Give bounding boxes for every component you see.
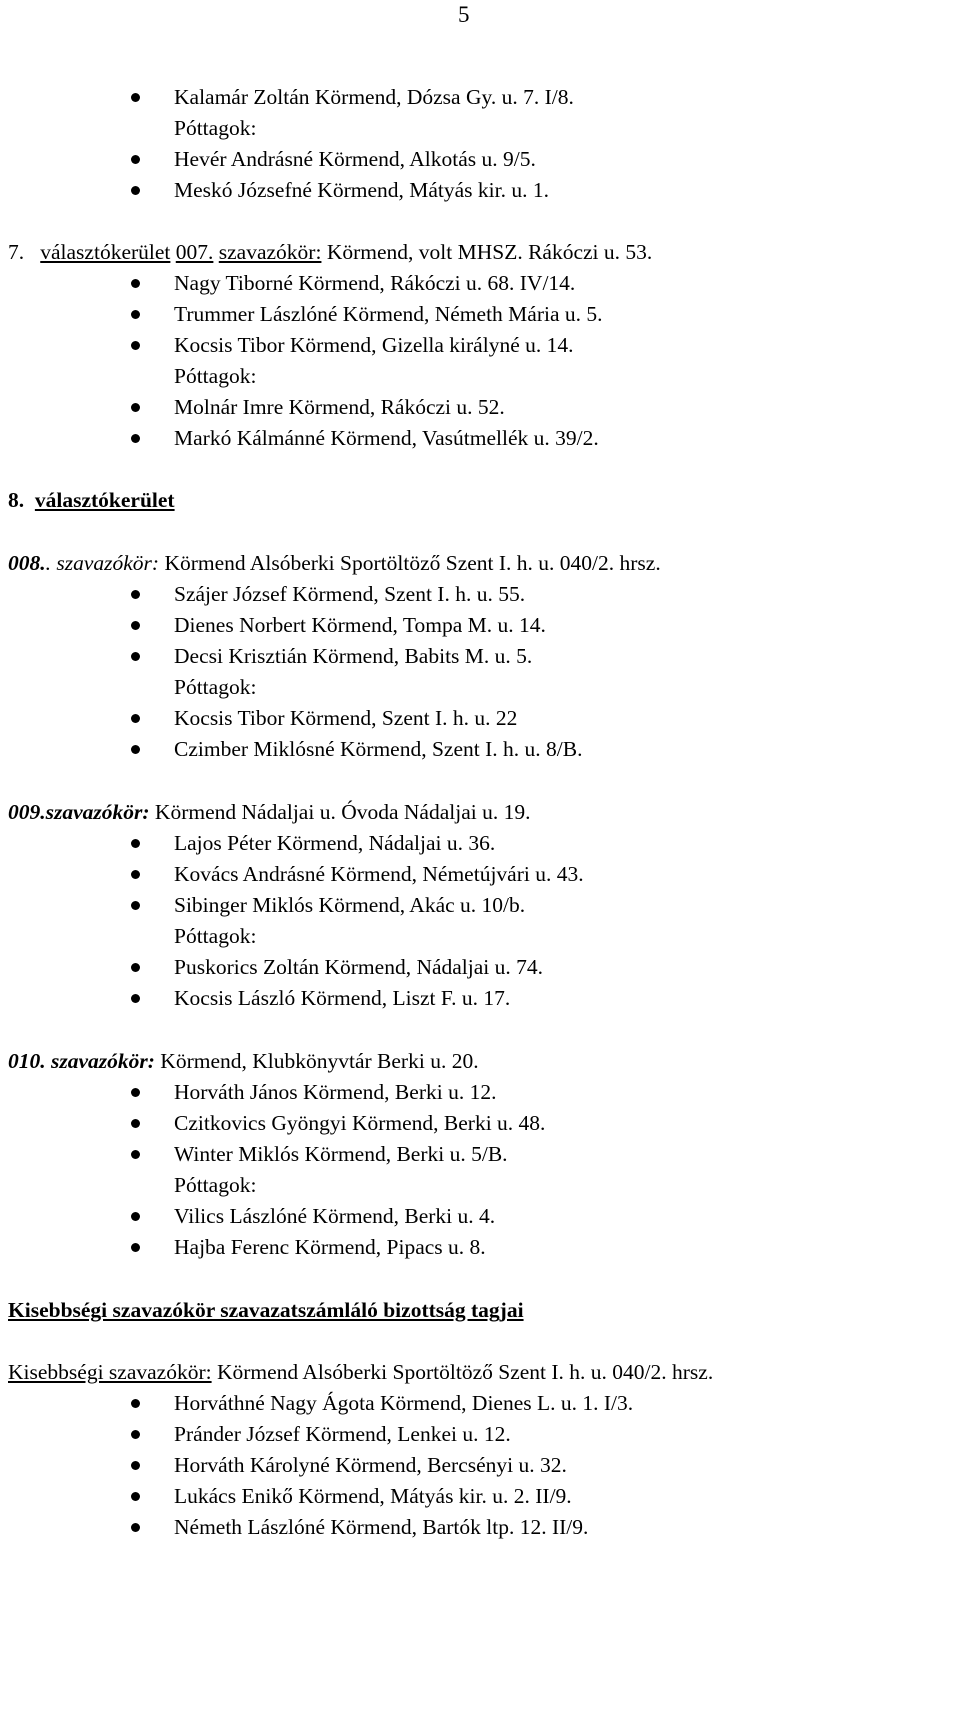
station-010-heading [8,1048,479,1074]
member-entry: Kovács Andrásné Körmend, Németújvári u. 43. [174,862,584,886]
alternate-entry: Czimber Miklósné Körmend, Szent I. h. u. 8/B. [174,737,583,761]
alternates-label: Póttagok: [174,675,257,699]
district-number: 7. [8,240,25,264]
station-008-heading [8,550,661,576]
station-009-heading [8,799,530,825]
member-entry: Pránder József Körmend, Lenkei u. 12. [174,1422,511,1446]
alternate-entry: Meskó Józsefné Körmend, Mátyás kir. u. 1. [174,178,549,202]
station-code: 008. [8,551,46,575]
district-label: választókerület [40,240,171,264]
alternates-label: Póttagok: [174,1173,257,1197]
member-entry: Trummer Lászlóné Körmend, Németh Mária u. 5. [174,302,603,326]
station-label: szavazókör: [51,1049,155,1073]
alternates-label: Póttagok: [174,924,257,948]
member-entry: Lajos Péter Körmend, Nádaljai u. 36. [174,831,496,855]
station-location: Körmend, volt MHSZ. Rákóczi u. 53. [326,240,653,264]
member-entry: Horváth János Körmend, Berki u. 12. [174,1080,497,1104]
alternate-entry: Molnár Imre Körmend, Rákóczi u. 52. [174,395,505,419]
alternate-entry: Hajba Ferenc Körmend, Pipacs u. 8. [174,1235,486,1259]
station-code: 010. [8,1049,46,1073]
member-entry: Sibinger Miklós Körmend, Akác u. 10/b. [174,893,526,917]
district-8-heading [8,487,175,513]
district-7-heading [8,239,652,265]
station-label: szavazókör: [218,240,322,264]
station-label: szavazókör: [45,800,150,824]
minority-station-heading [8,1359,713,1385]
alternates-label: Póttagok: [174,116,257,140]
alternates-label: Póttagok: [174,364,257,388]
member-entry: Horváth Károlyné Körmend, Bercsényi u. 32. [174,1453,567,1477]
member-entry: Nagy Tiborné Körmend, Rákóczi u. 68. IV/14. [174,271,576,295]
member-entry: Lukács Enikő Körmend, Mátyás kir. u. 2. II/9. [174,1484,572,1508]
station-code: 009. [8,800,46,824]
alternate-entry: Kocsis László Körmend, Liszt F. u. 17. [174,986,511,1010]
member-entry: Czitkovics Gyöngyi Körmend, Berki u. 48. [174,1111,546,1135]
district-label: választókerület [34,488,175,512]
member-entry: Horváthné Nagy Ágota Körmend, Dienes L. u. 1. I/3. [174,1391,634,1415]
member-entry: Kalamár Zoltán Körmend, Dózsa Gy. u. 7. I/8. [174,85,574,109]
station-label: . szavazókör: [45,551,160,575]
station-location: Körmend, Klubkönyvtár Berki u. 20. [160,1049,479,1073]
minority-committee-title: Kisebbségi szavazókör szavazatszámláló bizottság tagjai [8,1298,524,1322]
station-code: 007. [175,240,214,264]
station-label: Kisebbségi szavazókör: [8,1360,212,1384]
alternate-entry: Kocsis Tibor Körmend, Szent I. h. u. 22 [174,706,518,730]
member-entry: Winter Miklós Körmend, Berki u. 5/B. [174,1142,508,1166]
alternate-entry: Vilics Lászlóné Körmend, Berki u. 4. [174,1204,496,1228]
district-number: 8. [8,488,25,512]
alternate-entry: Puskorics Zoltán Körmend, Nádaljai u. 74. [174,955,544,979]
station-location: Körmend Nádaljai u. Óvoda Nádaljai u. 19. [154,800,531,824]
member-entry: Dienes Norbert Körmend, Tompa M. u. 14. [174,613,546,637]
member-entry: Decsi Krisztián Körmend, Babits M. u. 5. [174,644,533,668]
station-location: Körmend Alsóberki Sportöltöző Szent I. h. u. 040/2. hrsz. [164,551,661,575]
member-entry: Kocsis Tibor Körmend, Gizella királyné u. 14. [174,333,574,357]
alternate-entry: Markó Kálmánné Körmend, Vasútmellék u. 39/2. [174,426,599,450]
page-number: 5 [458,2,470,27]
member-entry: Németh Lászlóné Körmend, Bartók ltp. 12. II/9. [174,1515,589,1539]
station-location: Körmend Alsóberki Sportöltöző Szent I. h. u. 040/2. hrsz. [211,1360,714,1384]
member-entry: Szájer József Körmend, Szent I. h. u. 55. [174,582,526,606]
alternate-entry: Hevér Andrásné Körmend, Alkotás u. 9/5. [174,147,536,171]
